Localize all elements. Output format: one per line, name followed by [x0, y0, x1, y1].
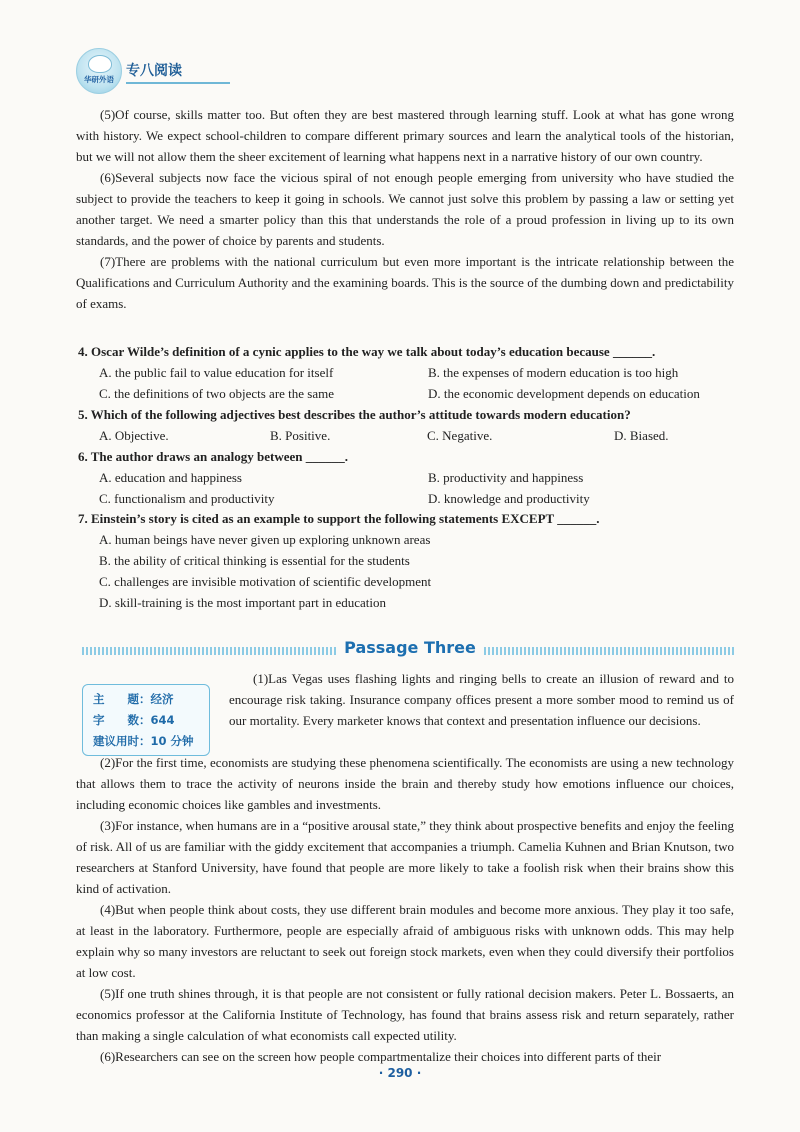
question-stem: 5. Which of the following adjectives best describes the author’s attitude towards modern education? [78, 407, 631, 422]
paragraph-7: (7)There are problems with the national curriculum but even more important is the intricate relationship between the Qualifications and Curriculum Authority and the examining boards. This is the source of the dumbing down and predictability of exams. [76, 254, 734, 311]
option-d: D. knowledge and productivity [428, 491, 590, 506]
option-a: A. education and happiness [99, 470, 242, 485]
page-header [76, 48, 736, 92]
question-stem: 4. Oscar Wilde’s definition of a cynic applies to the way we talk about today’s education because ______. [78, 344, 656, 359]
section-heading [82, 640, 736, 662]
heading-rule-right [484, 647, 736, 655]
logo-text: 华研外语 [84, 75, 114, 84]
info-suggested-time: 建议用时：10 分钟 [93, 734, 194, 748]
book-title: 专八阅读 [126, 63, 182, 79]
option-a: A. the public fail to value education for itself [99, 365, 334, 380]
info-topic: 主 题：经济 [93, 692, 174, 706]
passage-three-intro [229, 668, 734, 731]
section-title: Passage Three [344, 638, 476, 657]
option-c: C. the definitions of two objects are the same [99, 386, 335, 401]
paragraph-2: (2)For the first time, economists are studying these phenomena scientifically. The economists are using a new technology that allows them to trace the activity of neurons inside the brain and thereby study how emotions influence our choices, including economic choices like gambles and investments. [76, 755, 734, 812]
option-c: C. Negative. [427, 428, 493, 443]
question-7 [78, 508, 738, 613]
question-6 [78, 446, 738, 509]
option-b: B. Positive. [270, 428, 331, 443]
paragraph-3: (3)For instance, when humans are in a “positive arousal state,” they think about prospective benefits and enjoy the feeling of risk. All of us are familiar with the giddy excitement that accompanies a triumph. Camelia Kuhnen and Brian Knutson, two researchers at Stanford University, have found that people are more likely to take a foolish risk when their brains show this kind of activation. [76, 818, 734, 896]
passage-two-continued [76, 104, 734, 314]
option-b: B. the expenses of modern education is too high [428, 365, 679, 380]
paragraph-6: (6)Several subjects now face the vicious spiral of not enough people emerging from university who have studied the subject to provide the teachers to keep it going in schools. We cannot just solve this problem by passing a law or setting yet another target. We need a smarter policy than this that understands the role of a proud profession in living up to its own standards, and the power of choice by parents and students. [76, 170, 734, 248]
option-c: C. functionalism and productivity [99, 491, 275, 506]
option-list [78, 425, 738, 446]
paragraph-6: (6)Researchers can see on the screen how people compartmentalize their choices into different parts of their [100, 1049, 662, 1064]
paragraph-4: (4)But when people think about costs, they use different brain modules and become more anxious. They play it too safe, at least in the laboratory. Furthermore, people are especially afraid of ambiguous risks with unknown odds. This may help explain why so many investors are reluctant to seek out foreign stock markets, even when they could diversify their portfolios at low cost. [76, 902, 734, 980]
mascot-icon [88, 55, 112, 73]
passage-three-body [76, 752, 734, 1067]
question-stem: 6. The author draws an analogy between ______. [78, 449, 349, 464]
option-d: D. the economic development depends on education [428, 386, 700, 401]
option-c: C. challenges are invisible motivation of scientific development [99, 574, 432, 589]
option-b: B. the ability of critical thinking is essential for the students [99, 553, 410, 568]
paragraph-1: (1)Las Vegas uses flashing lights and ringing bells to create an illusion of reward and to encourage risk taking. Insurance company offices present a more somber mood to remind us of our mortality. Every marketer knows that context and presentation influence our decisions. [229, 671, 734, 728]
passage-info-box [82, 684, 210, 756]
publisher-logo [76, 48, 122, 94]
paragraph-5: (5)Of course, skills matter too. But often they are best mastered through learning stuff. Look at what has gone wrong with history. We expect school-children to compare different primary sources and learn the analytical tools of the historian, but we will not allow them the sheer excitement of learning what happens next in a narrative history of our own country. [76, 107, 734, 164]
option-a: A. human beings have never given up exploring unknown areas [99, 532, 431, 547]
option-a: A. Objective. [99, 428, 169, 443]
header-underline [126, 82, 230, 84]
option-list [78, 467, 738, 509]
question-4 [78, 341, 738, 404]
page-number: · 290 · [378, 1066, 422, 1080]
paragraph-5: (5)If one truth shines through, it is that people are not consistent or fully rational decision makers. Peter L. Bossaerts, an economics professor at the California Institute of Technology, has found that brains assess risk and return separately, rather than making a single calculation of what economists call expected utility. [76, 986, 734, 1043]
question-5 [78, 404, 738, 446]
option-d: D. skill-training is the most important part in education [99, 595, 387, 610]
option-list [78, 529, 738, 613]
option-b: B. productivity and happiness [428, 470, 584, 485]
question-stem: 7. Einstein’s story is cited as an example to support the following statements EXCEPT ______. [78, 511, 600, 526]
heading-rule-left [82, 647, 336, 655]
info-word-count: 字 数：644 [93, 713, 175, 727]
option-list [78, 362, 738, 404]
option-d: D. Biased. [614, 428, 669, 443]
